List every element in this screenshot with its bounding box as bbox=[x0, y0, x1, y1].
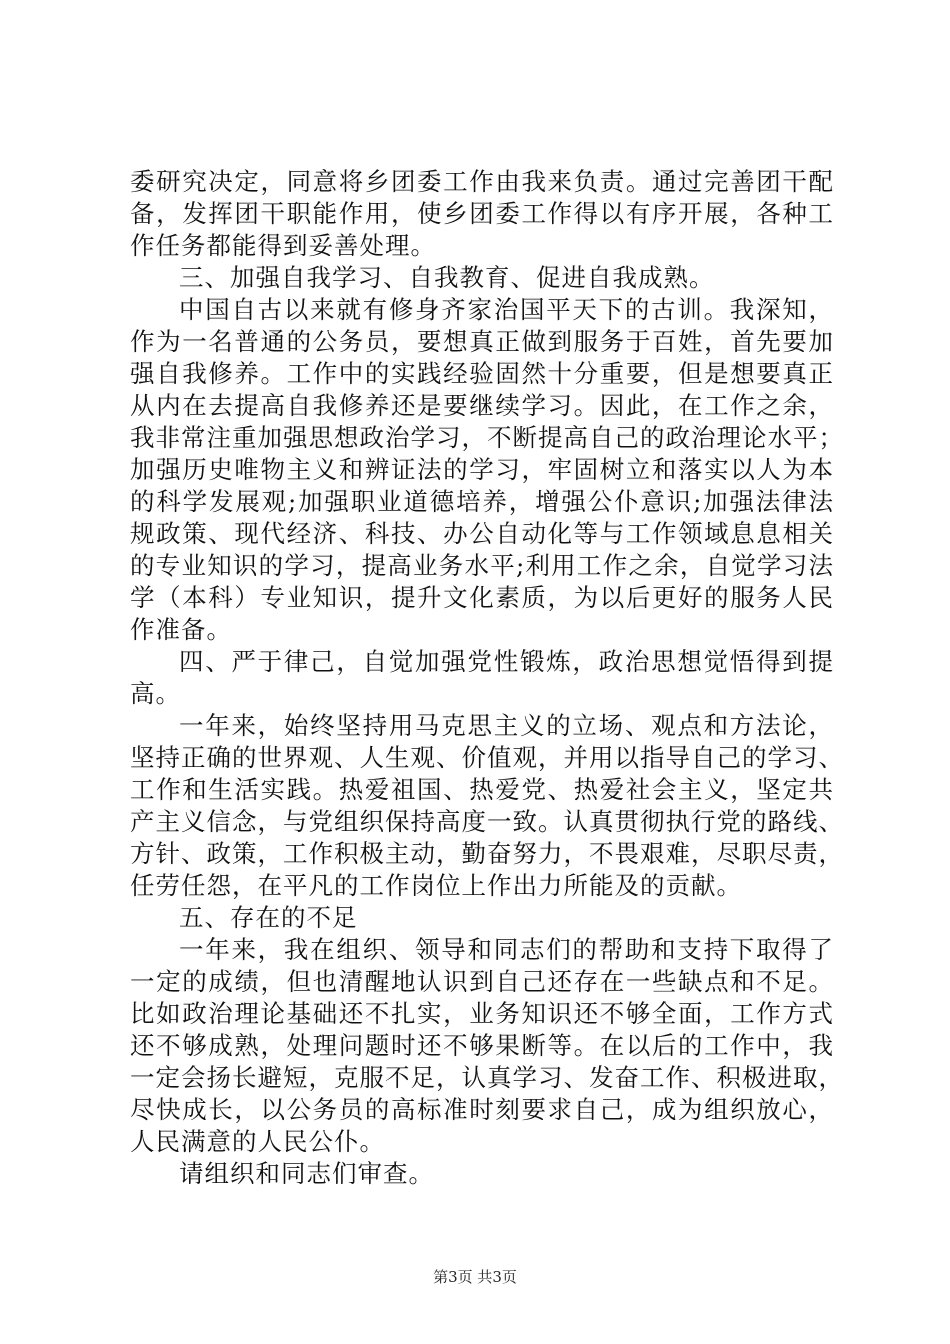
text-line: 作为一名普通的公务员，要想真正做到服务于百姓，首先要加 bbox=[130, 327, 834, 356]
text-line: 坚持正确的世界观、人生观、价值观，并用以指导自己的学习、 bbox=[130, 743, 844, 772]
section-heading: 四、严于律己，自觉加强党性锻炼，政治思想觉悟得到提 bbox=[179, 647, 834, 676]
text-line: 工作和生活实践。热爱祖国、热爱党、热爱社会主义，坚定共 bbox=[130, 775, 834, 804]
text-line: 强自我修养。工作中的实践经验固然十分重要，但是想要真正 bbox=[130, 359, 834, 388]
text-line: 一年来，我在组织、领导和同志们的帮助和支持下取得了 bbox=[179, 935, 834, 964]
text-line: 中国自古以来就有修身齐家治国平天下的古训。我深知， bbox=[179, 295, 834, 324]
text-line: 学（本科）专业知识，提升文化素质，为以后更好的服务人民 bbox=[130, 583, 834, 612]
text-line: 的专业知识的学习，提高业务水平;利用工作之余，自觉学习法 bbox=[130, 551, 834, 580]
text-line: 一定的成绩，但也清醒地认识到自己还存在一些缺点和不足。 bbox=[130, 967, 834, 996]
document-body bbox=[130, 166, 844, 1190]
text-line: 的科学发展观;加强职业道德培养，增强公仆意识;加强法律法 bbox=[130, 487, 834, 516]
text-line: 备，发挥团干职能作用，使乡团委工作得以有序开展，各种工 bbox=[130, 199, 834, 228]
text-line: 一年来，始终坚持用马克思主义的立场、观点和方法论， bbox=[179, 711, 834, 740]
text-line: 加强历史唯物主义和辨证法的学习，牢固树立和落实以人为本 bbox=[130, 455, 834, 484]
text-line: 从内在去提高自我修养还是要继续学习。因此，在工作之余， bbox=[130, 391, 834, 420]
section-heading: 五、存在的不足 bbox=[179, 903, 358, 932]
text-line: 作任务都能得到妥善处理。 bbox=[130, 231, 436, 260]
text-line: 委研究决定，同意将乡团委工作由我来负责。通过完善团干配 bbox=[130, 167, 834, 196]
text-line: 我非常注重加强思想政治学习，不断提高自己的政治理论水平； bbox=[130, 423, 844, 452]
closing-line: 请组织和同志们审查。 bbox=[179, 1159, 434, 1188]
text-line: 任劳任怨，在平凡的工作岗位上作出力所能及的贡献。 bbox=[130, 871, 742, 900]
page-number: 第3页 共3页 bbox=[433, 1268, 517, 1286]
text-line: 一定会扬长避短，克服不足，认真学习、发奋工作、积极进取， bbox=[130, 1063, 844, 1092]
text-line: 方针、政策，工作积极主动，勤奋努力，不畏艰难，尽职尽责， bbox=[130, 839, 844, 868]
text-line: 作准备。 bbox=[130, 615, 232, 644]
text-line: 规政策、现代经济、科技、办公自动化等与工作领域息息相关 bbox=[130, 519, 834, 548]
text-line: 产主义信念，与党组织保持高度一致。认真贯彻执行党的路线、 bbox=[130, 807, 844, 836]
text-line: 比如政治理论基础还不扎实，业务知识还不够全面，工作方式 bbox=[130, 999, 834, 1028]
text-line: 人民满意的人民公仆。 bbox=[130, 1127, 385, 1156]
text-line: 还不够成熟，处理问题时还不够果断等。在以后的工作中，我 bbox=[130, 1031, 834, 1060]
text-line: 尽快成长，以公务员的高标准时刻要求自己，成为组织放心， bbox=[130, 1095, 834, 1124]
text-line: 高。 bbox=[130, 679, 181, 708]
section-heading: 三、加强自我学习、自我教育、促进自我成熟。 bbox=[179, 263, 715, 292]
